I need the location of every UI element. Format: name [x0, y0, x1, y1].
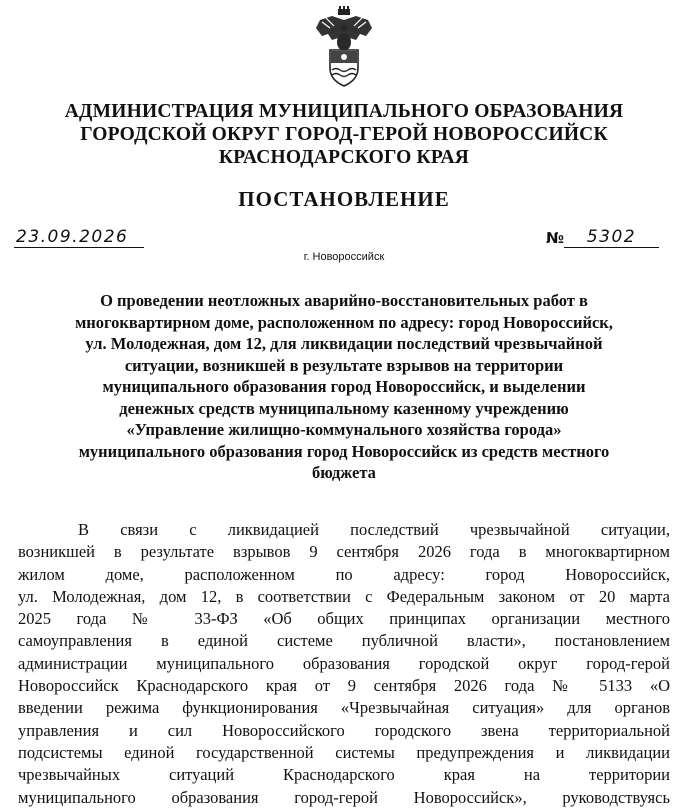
title-line: О проведении неотложных аварийно-восстановительных работ в	[100, 291, 588, 310]
document-title	[10, 290, 678, 484]
body-line: В связи с ликвидацией последствий чрезвычайной ситуации,	[78, 520, 670, 539]
organization-name	[0, 100, 688, 169]
coat-of-arms-icon	[312, 6, 376, 92]
title-line: муниципального образования город Новороссийск, и выделении	[102, 377, 586, 396]
title-line: бюджета	[312, 463, 376, 482]
title-line: денежных средств муниципальному казенному учреждению	[119, 398, 569, 418]
body-line: Новороссийск Краснодарского края от 9 сентября 2026 года № 5133 «О	[18, 676, 670, 696]
document-city: г. Новороссийск	[303, 251, 385, 263]
document-body	[18, 519, 670, 809]
body-line: введении режима функционирования «Чрезвычайная ситуация» для органов	[18, 698, 670, 718]
org-line-1: АДМИНИСТРАЦИЯ МУНИЦИПАЛЬНОГО ОБРАЗОВАНИЯ	[64, 101, 624, 122]
title-line: ситуации, возникшей в результате взрывов на территории	[124, 355, 564, 375]
org-line-2: ГОРОДСКОЙ ОКРУГ ГОРОД-ГЕРОЙ НОВОРОССИЙСК	[80, 124, 608, 145]
title-line: ул. Молодежная, дом 12, для ликвидации последствий чрезвычайной	[85, 334, 603, 353]
body-line: ул. Молодежная, дом 12, в соответствии с Федеральным законом от 20 марта	[18, 586, 670, 606]
body-line: 2025 года № 33-ФЗ «Об общих принципах организации местного	[18, 609, 670, 629]
body-line: чрезвычайных ситуаций Краснодарского края на территории	[18, 765, 670, 785]
body-line: возникшей в результате взрывов 9 сентября 2026 года в многоквартирном	[18, 542, 670, 562]
body-line: администрации муниципального образования городской округ город-герой	[18, 653, 670, 673]
number-sign: №	[546, 229, 565, 247]
document-date: 23.09.2026	[14, 227, 144, 248]
title-line: «Управление жилищно-коммунального хозяйства города»	[126, 420, 562, 439]
title-line: многоквартирном доме, расположенном по адресу: город Новороссийск,	[75, 312, 613, 332]
body-line: самоуправления в единой системе публичной власти», постановлением	[18, 631, 670, 651]
body-line: управления и сил Новороссийского городского звена территориальной	[18, 720, 670, 740]
document-number: 5302	[564, 227, 659, 248]
body-line: муниципального образования город-герой Новороссийск», руководствуясь	[18, 787, 670, 807]
title-line: муниципального образования город Новороссийск из средств местного	[78, 441, 610, 461]
body-line: подсистемы единой государственной системы предупреждения и ликвидации	[18, 742, 670, 762]
org-line-3: КРАСНОДАРСКОГО КРАЯ	[218, 147, 470, 168]
document-type: ПОСТАНОВЛЕНИЕ	[238, 187, 450, 211]
body-line: жилом доме, расположенном по адресу: город Новороссийск,	[18, 564, 670, 584]
